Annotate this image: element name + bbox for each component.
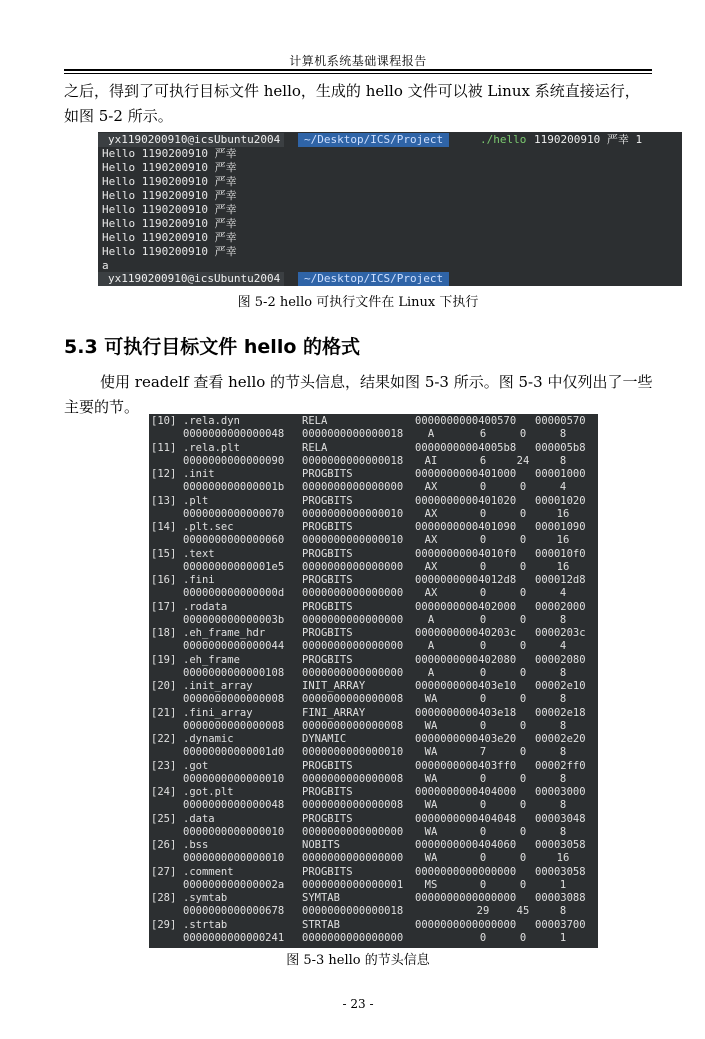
- section-info: 0: [519, 560, 527, 573]
- section-addr: 0000000000000000: [415, 865, 517, 878]
- section-align: 8: [559, 428, 567, 441]
- section-info: 0: [519, 587, 527, 600]
- section-idx: [10]: [151, 415, 177, 427]
- section-flags: AX: [424, 534, 438, 547]
- section-idx: [13]: [151, 494, 177, 507]
- section-off: 00001000: [535, 468, 586, 480]
- section-headers-screenshot: [149, 414, 598, 948]
- section-addr: 00000000004012d8: [415, 574, 517, 586]
- section-flags: WA: [424, 746, 438, 759]
- prompt-path: ~/Desktop/ICS/Project: [298, 133, 449, 147]
- section-heading: 5.3 可执行目标文件 hello 的格式: [64, 336, 360, 358]
- section-idx: [21]: [151, 706, 177, 719]
- section-link: 0: [479, 507, 487, 520]
- section-entsize: 0000000000000000: [302, 666, 404, 679]
- section-row-secondary: [149, 932, 598, 945]
- section-addr: 0000000000400570: [415, 415, 517, 427]
- section-name: .fini_array: [183, 706, 253, 719]
- section-addr: 0000000000000000: [415, 892, 517, 904]
- section-align: 8: [559, 613, 567, 626]
- section-addr: 0000000000403ff0: [415, 759, 517, 772]
- section-align: 4: [559, 587, 567, 600]
- section-entsize: 0000000000000018: [302, 905, 404, 918]
- section-size: 0000000000000010: [183, 825, 285, 838]
- section-size: 0000000000000090: [183, 454, 285, 467]
- section-row-secondary: [149, 561, 598, 574]
- section-idx: [27]: [151, 865, 177, 878]
- section-addr: 0000000000404000: [415, 786, 517, 798]
- section-entsize: 0000000000000010: [302, 746, 404, 759]
- section-size: 0000000000000048: [183, 428, 285, 441]
- section-align: 16: [556, 534, 570, 547]
- section-size: 000000000000002a: [183, 878, 285, 891]
- section-entsize: 0000000000000010: [302, 507, 404, 520]
- section-row-primary: [149, 680, 598, 693]
- section-row-primary: [149, 654, 598, 667]
- section-off: 00003058: [535, 865, 586, 878]
- section-align: 8: [559, 719, 567, 732]
- section-idx: [28]: [151, 892, 177, 904]
- section-flags: A: [427, 613, 435, 626]
- section-off: 00003000: [535, 786, 586, 798]
- section-row-secondary: [149, 667, 598, 680]
- section-type: PROGBITS: [302, 759, 353, 772]
- section-link: 0: [479, 534, 487, 547]
- section-row-secondary: [149, 693, 598, 706]
- section-row-primary: [149, 760, 598, 773]
- section-flags: MS: [424, 878, 438, 891]
- section-link: 0: [479, 587, 487, 600]
- terminal-output-line: Hello 1190200910 严幸: [102, 203, 237, 216]
- section-flags: AX: [424, 481, 438, 494]
- section-entsize: 0000000000000008: [302, 693, 404, 706]
- terminal-output-line: Hello 1190200910 严幸: [102, 217, 237, 230]
- header-rule-thick: [64, 69, 652, 71]
- figure-5-2-caption: 图 5-2 hello 可执行文件在 Linux 下执行: [237, 295, 479, 310]
- section-info: 0: [519, 534, 527, 547]
- section-row-primary: [149, 468, 598, 481]
- section-row-primary: [149, 786, 598, 799]
- section-row-primary: [149, 919, 598, 932]
- section-link: 0: [479, 640, 487, 653]
- section-name: .got.plt: [183, 786, 234, 798]
- section-info: 0: [519, 931, 527, 944]
- section-link: 0: [479, 852, 487, 865]
- section-type: NOBITS: [302, 839, 340, 851]
- section-entsize: 0000000000000008: [302, 772, 404, 785]
- section-name: .symtab: [183, 892, 228, 904]
- section-addr: 0000000000401020: [415, 494, 517, 507]
- section-row-secondary: [149, 508, 598, 521]
- section-off: 00001090: [535, 521, 586, 533]
- section-name: .eh_frame_hdr: [183, 627, 266, 639]
- section-addr: 0000000000403e10: [415, 680, 517, 692]
- section-size: 0000000000000070: [183, 507, 285, 520]
- section-type: PROGBITS: [302, 786, 353, 798]
- section-size: 000000000000001b: [183, 481, 285, 494]
- section-type: PROGBITS: [302, 494, 353, 507]
- section-name: .bss: [183, 839, 209, 851]
- section-flags: WA: [424, 693, 438, 706]
- terminal-output-line: Hello 1190200910 严幸: [102, 231, 237, 244]
- section-info: 0: [519, 719, 527, 732]
- intro-paragraph: 之后，得到了可执行目标文件 hello，生成的 hello 文件可以被 Linux 系统直接运行，如图 5-2 所示。: [64, 82, 640, 125]
- section-name: .got: [183, 759, 209, 772]
- section-off: 00002e20: [535, 733, 586, 745]
- terminal-prompt-line-2: [98, 272, 682, 286]
- section-idx: [11]: [151, 441, 177, 454]
- section-align: 8: [559, 905, 567, 918]
- section-align: 4: [559, 640, 567, 653]
- section-name: .comment: [183, 865, 234, 878]
- section-size: 0000000000000010: [183, 772, 285, 785]
- section-idx: [14]: [151, 521, 177, 533]
- section-entsize: 0000000000000018: [302, 454, 404, 467]
- section-size: 0000000000000008: [183, 693, 285, 706]
- section-row-primary: [149, 839, 598, 852]
- section-type: PROGBITS: [302, 521, 353, 533]
- section-row-secondary: [149, 773, 598, 786]
- section-name: .rela.plt: [183, 441, 240, 454]
- section-name: .plt: [183, 494, 209, 507]
- section-row-primary: [149, 548, 598, 561]
- terminal-screenshot: [98, 132, 682, 286]
- section-name: .dynamic: [183, 733, 234, 745]
- section-size: 00000000000001e5: [183, 560, 285, 573]
- section-info: 0: [519, 693, 527, 706]
- section-link: 7: [479, 746, 487, 759]
- section-info: 45: [516, 905, 530, 918]
- section-row-secondary: [149, 428, 598, 441]
- section-idx: [12]: [151, 468, 177, 480]
- section-off: 0000203c: [535, 627, 586, 639]
- terminal-output-line: Hello 1190200910 严幸: [102, 245, 237, 258]
- section-row-primary: [149, 707, 598, 720]
- section-info: 0: [519, 666, 527, 679]
- section-row-secondary: [149, 481, 598, 494]
- section-link: 6: [479, 428, 487, 441]
- section-flags: AX: [424, 507, 438, 520]
- section-idx: [25]: [151, 812, 177, 825]
- section-align: 8: [559, 772, 567, 785]
- section-name: .eh_frame: [183, 653, 240, 666]
- section-name: .rodata: [183, 600, 228, 613]
- section-info: 0: [519, 825, 527, 838]
- section-row-primary: [149, 521, 598, 534]
- section-type: PROGBITS: [302, 812, 353, 825]
- section-name: .text: [183, 547, 215, 560]
- section-idx: [15]: [151, 547, 177, 560]
- section-row-secondary: [149, 826, 598, 839]
- section-link: 0: [479, 613, 487, 626]
- section-align: 16: [556, 507, 570, 520]
- section-name: .fini: [183, 574, 215, 586]
- section-flags: A: [427, 640, 435, 653]
- terminal-prompt-line: [98, 133, 682, 147]
- section-idx: [18]: [151, 627, 177, 639]
- section-name: .init_array: [183, 680, 253, 692]
- terminal-output-line: Hello 1190200910 严幸: [102, 189, 237, 202]
- section-size: 0000000000000678: [183, 905, 285, 918]
- section-align: 1: [559, 931, 567, 944]
- prompt-user: yx1190200910@icsUbuntu2004: [98, 133, 284, 147]
- section-link: 0: [479, 799, 487, 812]
- section-idx: [29]: [151, 918, 177, 931]
- section-row-secondary: [149, 455, 598, 468]
- section-off: 00003048: [535, 812, 586, 825]
- section-off: 00000570: [535, 415, 586, 427]
- section-row-secondary: [149, 879, 598, 892]
- section-link: 0: [479, 666, 487, 679]
- section-row-primary: [149, 866, 598, 879]
- section-size: 0000000000000060: [183, 534, 285, 547]
- section-entsize: 0000000000000000: [302, 931, 404, 944]
- section-off: 000010f0: [535, 547, 586, 560]
- section-info: 0: [519, 799, 527, 812]
- section-flags: AX: [424, 587, 438, 600]
- section-size: 000000000000003b: [183, 613, 285, 626]
- section-name: .init: [183, 468, 215, 480]
- section-name: .data: [183, 812, 215, 825]
- section-info: 0: [519, 613, 527, 626]
- section-off: 00003058: [535, 839, 586, 851]
- section-info: 0: [519, 878, 527, 891]
- section-flags: AX: [424, 560, 438, 573]
- terminal-output-line: a: [102, 259, 109, 272]
- section-size: 000000000000000d: [183, 587, 285, 600]
- section-link: 0: [479, 693, 487, 706]
- section-name: .plt.sec: [183, 521, 234, 533]
- section-type: RELA: [302, 415, 328, 427]
- section-entsize: 0000000000000000: [302, 481, 404, 494]
- section-row-secondary: [149, 905, 598, 918]
- section-type: PROGBITS: [302, 468, 353, 480]
- command-name: ./hello: [480, 133, 527, 146]
- terminal-output-line: Hello 1190200910 严幸: [102, 175, 237, 188]
- section-info: 0: [519, 507, 527, 520]
- section-size: 0000000000000241: [183, 931, 285, 944]
- section-type: RELA: [302, 441, 328, 454]
- section-link: 0: [479, 878, 487, 891]
- section-idx: [23]: [151, 759, 177, 772]
- section-idx: [20]: [151, 680, 177, 692]
- section-flags: A: [427, 428, 435, 441]
- section-entsize: 0000000000000000: [302, 613, 404, 626]
- section-align: 8: [559, 825, 567, 838]
- section-row-secondary: [149, 614, 598, 627]
- section-off: 00003088: [535, 892, 586, 904]
- section-name: .rela.dyn: [183, 415, 240, 427]
- section-size: 00000000000001d0: [183, 746, 285, 759]
- section-off: 00002080: [535, 653, 586, 666]
- section-type: SYMTAB: [302, 892, 340, 904]
- section-type: DYNAMIC: [302, 733, 347, 745]
- section-link: 0: [479, 825, 487, 838]
- prompt-user-2: yx1190200910@icsUbuntu2004: [98, 272, 284, 286]
- section-addr: 0000000000403e20: [415, 733, 517, 745]
- section-addr: 0000000000000000: [415, 918, 517, 931]
- section-info: 0: [519, 481, 527, 494]
- section-info: 0: [519, 640, 527, 653]
- section-off: 000005b8: [535, 441, 586, 454]
- section-off: 00001020: [535, 494, 586, 507]
- section-entsize: 0000000000000018: [302, 428, 404, 441]
- section-entsize: 0000000000000010: [302, 534, 404, 547]
- section-type: FINI_ARRAY: [302, 706, 366, 719]
- section-row-secondary: [149, 640, 598, 653]
- section-row-primary: [149, 627, 598, 640]
- section-addr: 000000000040203c: [415, 627, 517, 639]
- section-link: 0: [479, 931, 487, 944]
- section-row-secondary: [149, 534, 598, 547]
- section-addr: 0000000000401090: [415, 521, 517, 533]
- section-idx: [19]: [151, 653, 177, 666]
- section-off: 00002ff0: [535, 759, 586, 772]
- section-idx: [22]: [151, 733, 177, 745]
- section-idx: [24]: [151, 786, 177, 798]
- section-off: 000012d8: [535, 574, 586, 586]
- section-addr: 00000000004005b8: [415, 441, 517, 454]
- section-idx: [26]: [151, 839, 177, 851]
- section-flags: WA: [424, 852, 438, 865]
- section-flags: WA: [424, 825, 438, 838]
- section-size: 0000000000000008: [183, 719, 285, 732]
- section-link: 0: [479, 560, 487, 573]
- section-info: 0: [519, 428, 527, 441]
- terminal-output-line: Hello 1190200910 严幸: [102, 147, 237, 160]
- section-align: 16: [556, 560, 570, 573]
- section-type: PROGBITS: [302, 653, 353, 666]
- section-info: 24: [516, 454, 530, 467]
- section-type: PROGBITS: [302, 865, 353, 878]
- section-off: 00003700: [535, 918, 586, 931]
- section-addr: 00000000004010f0: [415, 547, 517, 560]
- section-addr: 0000000000404048: [415, 812, 517, 825]
- section-addr: 0000000000402000: [415, 600, 517, 613]
- prompt-path-2: ~/Desktop/ICS/Project: [298, 272, 449, 286]
- section-addr: 0000000000403e18: [415, 706, 517, 719]
- page-header-title: 计算机系统基础课程报告: [289, 54, 427, 68]
- section-link: 0: [479, 481, 487, 494]
- section-flags: A: [427, 666, 435, 679]
- section-off: 00002e18: [535, 706, 586, 719]
- section-link: 6: [479, 454, 487, 467]
- section-row-primary: [149, 892, 598, 905]
- section-row-secondary: [149, 799, 598, 812]
- page-number: - 23 -: [342, 997, 374, 1011]
- section-flags: WA: [424, 772, 438, 785]
- section-size: 0000000000000044: [183, 640, 285, 653]
- section-align: 8: [559, 799, 567, 812]
- section-entsize: 0000000000000000: [302, 825, 404, 838]
- section-link: 0: [479, 772, 487, 785]
- section-idx: [16]: [151, 574, 177, 586]
- section-align: 8: [559, 666, 567, 679]
- section-entsize: 0000000000000001: [302, 878, 404, 891]
- section-entsize: 0000000000000008: [302, 719, 404, 732]
- section-type: PROGBITS: [302, 627, 353, 639]
- section-row-secondary: [149, 720, 598, 733]
- section-type: PROGBITS: [302, 547, 353, 560]
- section-size: 0000000000000108: [183, 666, 285, 679]
- section-align: 4: [559, 481, 567, 494]
- figure-5-3-caption: 图 5-3 hello 的节头信息: [286, 953, 430, 968]
- section-row-primary: [149, 601, 598, 614]
- section-size: 0000000000000010: [183, 852, 285, 865]
- section-addr: 0000000000401000: [415, 468, 517, 480]
- section-type: PROGBITS: [302, 574, 353, 586]
- section-row-secondary: [149, 587, 598, 600]
- section-entsize: 0000000000000000: [302, 560, 404, 573]
- section-type: PROGBITS: [302, 600, 353, 613]
- section-row-secondary: [149, 746, 598, 759]
- section-addr: 0000000000402080: [415, 653, 517, 666]
- section-flags: WA: [424, 799, 438, 812]
- section-row-primary: [149, 495, 598, 508]
- command-args: 1190200910 严幸 1: [534, 133, 643, 146]
- section-info: 0: [519, 852, 527, 865]
- section-row-primary: [149, 442, 598, 455]
- section-addr: 0000000000404060: [415, 839, 517, 851]
- terminal-output-line: Hello 1190200910 严幸: [102, 161, 237, 174]
- section-row-primary: [149, 733, 598, 746]
- section-name: .strtab: [183, 918, 228, 931]
- section-align: 8: [559, 454, 567, 467]
- section-entsize: 0000000000000000: [302, 852, 404, 865]
- section-size: 0000000000000048: [183, 799, 285, 812]
- section-align: 8: [559, 746, 567, 759]
- section-row-primary: [149, 813, 598, 826]
- section-type: INIT_ARRAY: [302, 680, 366, 692]
- section-info: 0: [519, 772, 527, 785]
- section-link: 0: [479, 719, 487, 732]
- section-entsize: 0000000000000000: [302, 640, 404, 653]
- section-row-secondary: [149, 852, 598, 865]
- section-flags: AI: [424, 454, 438, 467]
- section-type: STRTAB: [302, 918, 340, 931]
- section-idx: [17]: [151, 600, 177, 613]
- section-align: 8: [559, 693, 567, 706]
- section-entsize: 0000000000000000: [302, 587, 404, 600]
- section-link: 29: [476, 905, 490, 918]
- section-row-primary: [149, 415, 598, 428]
- section-row-primary: [149, 574, 598, 587]
- header-rule-thin: [64, 73, 652, 74]
- section-flags: WA: [424, 719, 438, 732]
- section-off: 00002000: [535, 600, 586, 613]
- section-align: 1: [559, 878, 567, 891]
- section-info: 0: [519, 746, 527, 759]
- section-off: 00002e10: [535, 680, 586, 692]
- readelf-paragraph: 使用 readelf 查看 hello 的节头信息，结果如图 5-3 所示。图 5-3 中仅列出了一些主要的节。: [64, 373, 653, 416]
- section-entsize: 0000000000000008: [302, 799, 404, 812]
- section-align: 16: [556, 852, 570, 865]
